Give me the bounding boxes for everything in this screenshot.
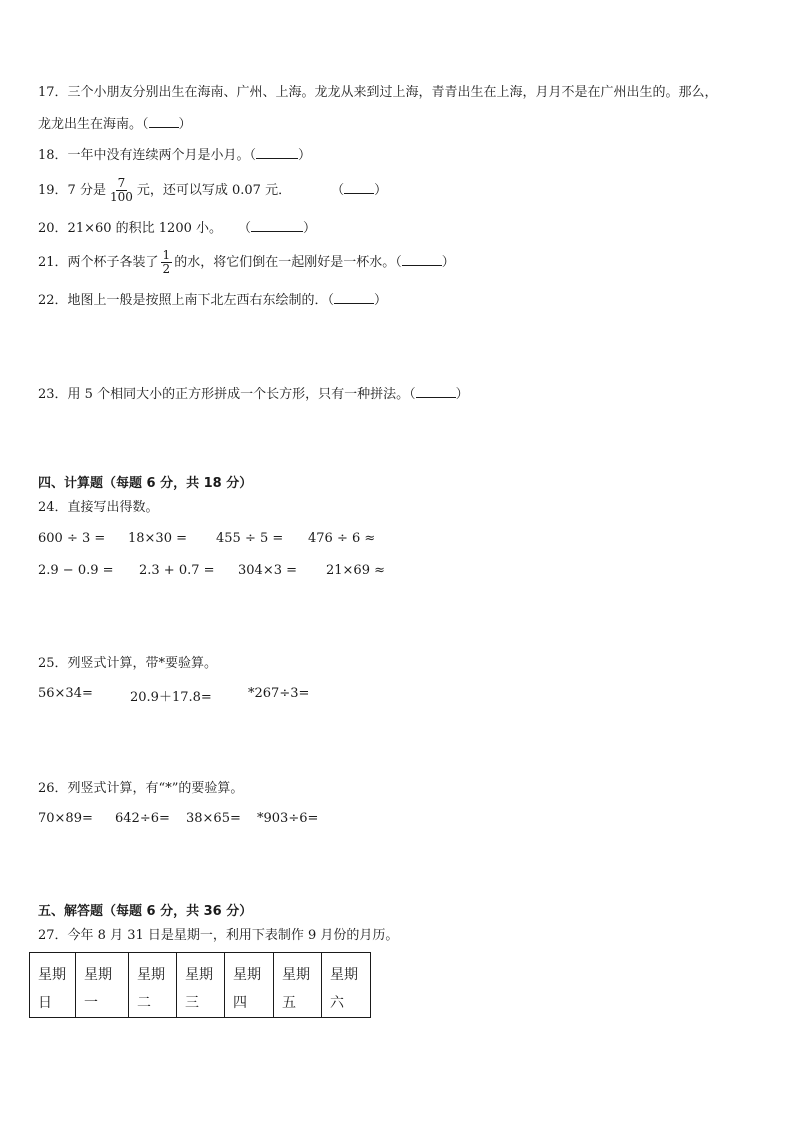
question-24-stem: 24．直接写出得数。 bbox=[38, 500, 159, 515]
calc-item: 455 ÷ 5 = bbox=[216, 531, 284, 546]
question-25-stem: 25．列竖式计算，带*要验算。 bbox=[38, 656, 218, 671]
answer-blank-18[interactable] bbox=[256, 146, 298, 159]
question-19: 19．7 分是 $\frac{7}{100}$ 元，还可以写成 0.07 元． （ ） bbox=[38, 176, 388, 204]
question-22: 22．地图上一般是按照上南下北左西右东绘制的．（ ） bbox=[38, 293, 388, 308]
calc-item: 642÷6= bbox=[115, 811, 170, 826]
calc-item: 20.9＋17.8= bbox=[130, 690, 212, 705]
weekday-cell-tue: 星期 二 bbox=[129, 953, 177, 1018]
question-20: 20．21×60 的积比 1200 小。 （ ） bbox=[38, 221, 317, 236]
weekday-cell-fri: 星期 五 bbox=[274, 953, 322, 1018]
weekday-cell-thu: 星期 四 bbox=[225, 953, 274, 1018]
calc-item: 21×69 ≈ bbox=[326, 563, 386, 578]
answer-blank-23[interactable] bbox=[416, 385, 456, 398]
calc-item: *903÷6= bbox=[257, 811, 319, 826]
calendar-table bbox=[29, 952, 371, 1018]
calc-item: 476 ÷ 6 ≈ bbox=[308, 531, 376, 546]
section-4-title: 四、计算题（每题 6 分，共 18 分） bbox=[38, 476, 253, 491]
calc-item: 2.3 + 0.7 = bbox=[139, 563, 215, 578]
calc-item: *267÷3= bbox=[248, 686, 310, 701]
answer-blank-17[interactable] bbox=[149, 115, 179, 128]
table-row bbox=[30, 953, 371, 1018]
question-23: 23．用 5 个相同大小的正方形拼成一个长方形，只有一种拼法。（ ） bbox=[38, 387, 469, 402]
weekday-cell-mon: 星期 一 bbox=[76, 953, 129, 1018]
fraction-7-100: $\frac{7}{100}$ bbox=[109, 176, 133, 204]
calc-item: 18×30 = bbox=[128, 531, 188, 546]
question-26-stem: 26．列竖式计算，有“*”的要验算。 bbox=[38, 781, 244, 796]
question-17 bbox=[38, 84, 718, 102]
weekday-cell-sun: 星期 日 bbox=[30, 953, 76, 1018]
answer-blank-21[interactable] bbox=[402, 253, 442, 266]
question-18: 18．一年中没有连续两个月是小月。（ ） bbox=[38, 148, 312, 163]
question-27-stem: 27．今年 8 月 31 日是星期一，利用下表制作 9 月份的月历。 bbox=[38, 928, 399, 943]
question-17-line1: 17．三个小朋友分别出生在海南、广州、上海。龙龙从来到过上海，青青出生在上海，月月不是在广州出生的。那么， bbox=[38, 85, 718, 100]
calc-item: 600 ÷ 3 = bbox=[38, 531, 106, 546]
question-21: 21．两个杯子各装了 $\frac{1}{2}$ 的水，将它们倒在一起刚好是一杯水。（ ） bbox=[38, 248, 455, 276]
weekday-cell-wed: 星期 三 bbox=[177, 953, 225, 1018]
calc-item: 70×89= bbox=[38, 811, 93, 826]
question-17-cont: 龙龙出生在海南。（ ） bbox=[38, 117, 192, 132]
fraction-1-2: $\frac{1}{2}$ bbox=[162, 248, 171, 276]
calc-item: 304×3 = bbox=[238, 563, 298, 578]
answer-blank-19[interactable] bbox=[344, 181, 374, 194]
answer-blank-20[interactable] bbox=[251, 219, 303, 232]
weekday-cell-sat: 星期 六 bbox=[322, 953, 371, 1018]
calc-item: 56×34= bbox=[38, 686, 93, 701]
answer-blank-22[interactable] bbox=[334, 291, 374, 304]
calc-item: 38×65= bbox=[186, 811, 241, 826]
section-5-title: 五、解答题（每题 6 分，共 36 分） bbox=[38, 904, 253, 919]
calc-item: 2.9 − 0.9 = bbox=[38, 563, 114, 578]
